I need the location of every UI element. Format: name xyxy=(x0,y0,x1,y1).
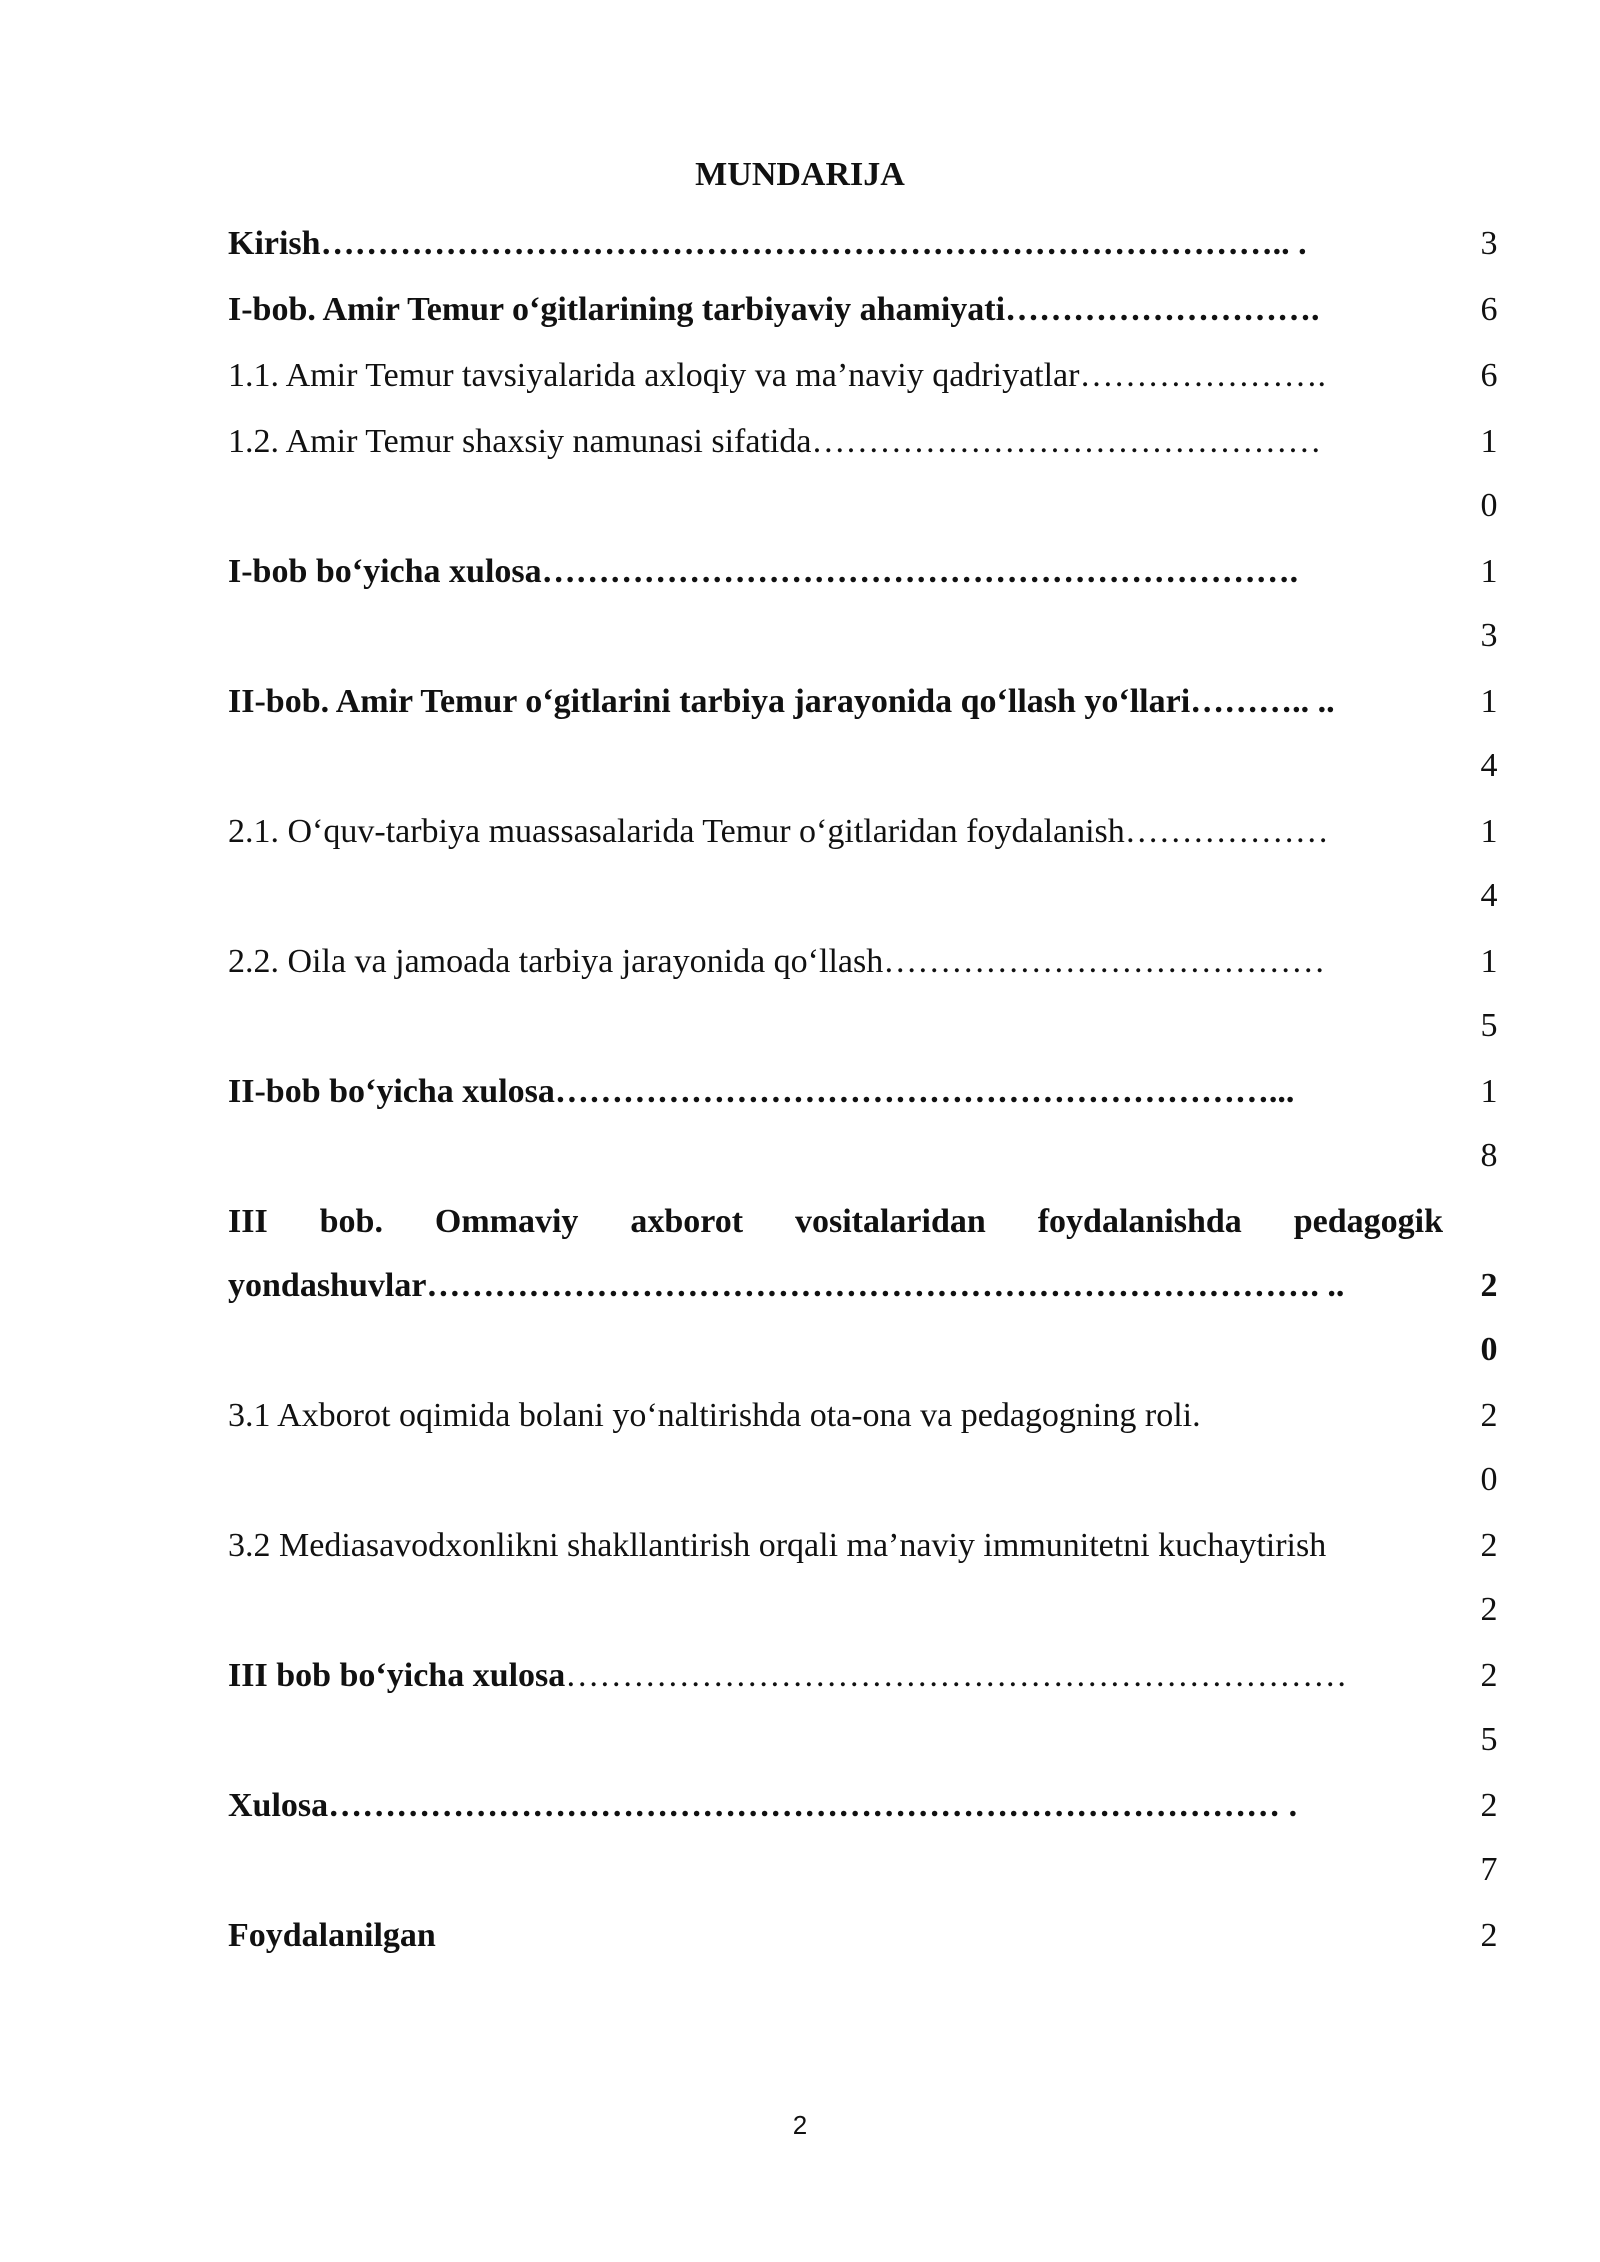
toc-entry-leader: …………………………………………………………. xyxy=(541,553,1299,590)
toc-entry-label: III bob bo‘yicha xulosa xyxy=(228,1657,566,1694)
toc-entry-label: 1.1. Amir Temur tavsiyalarida axloqiy va ma’naviy qadriyatlar xyxy=(228,357,1080,394)
toc-entry-page: 25 xyxy=(1480,1657,1498,1758)
toc-entry-chapter-2-summary[interactable] xyxy=(228,1058,1500,1188)
toc-entry-page: 22 xyxy=(1480,1527,1498,1628)
toc-entry-page: 6 xyxy=(1480,357,1498,394)
toc-entry-page: 20 xyxy=(1480,1397,1498,1498)
toc-entry-section-3-1[interactable] xyxy=(228,1382,1500,1512)
toc-entry-leader: ………………………………… xyxy=(883,943,1326,980)
toc-entry-leader: …………………. xyxy=(1079,357,1326,394)
toc-entry-section-2-2[interactable] xyxy=(228,928,1500,1058)
toc-entry-page: 18 xyxy=(1480,1073,1498,1174)
toc-entry-label: I-bob. Amir Temur o‘gitlarining tarbiyaviy ahamiyati xyxy=(228,291,1006,328)
toc-entry-page: 14 xyxy=(1480,683,1498,784)
toc-entry-leader: ………………………………………………………………………… . xyxy=(328,1787,1298,1824)
toc-entry-chapter-2[interactable] xyxy=(228,668,1500,798)
table-of-contents xyxy=(228,210,1500,1968)
toc-entry-leader: …………………………………………………………… xyxy=(565,1657,1348,1694)
toc-entry-page: 10 xyxy=(1480,423,1498,524)
toc-entry-page: 6 xyxy=(1480,291,1498,328)
toc-entry-chapter-1[interactable] xyxy=(228,276,1500,342)
toc-entry-label: II-bob. Amir Temur o‘gitlarini tarbiya jarayonida qo‘llash yo‘llari xyxy=(228,683,1191,720)
toc-entry-kirish[interactable] xyxy=(228,210,1500,276)
toc-entry-page: 3 xyxy=(1480,225,1498,262)
toc-entry-page: 14 xyxy=(1480,813,1498,914)
toc-entry-label: 3.2 Mediasavodxonlikni shakllantirish orqali ma’naviy immunitetni kuchaytirish xyxy=(228,1527,1327,1564)
toc-entry-leader: ……………………………………………………………………. .. xyxy=(426,1267,1345,1304)
toc-entry-xulosa[interactable] xyxy=(228,1772,1500,1902)
toc-entry-label: III bob. Ommaviy axborot vositalaridan foydalanishda pedagogik yondashuvlar xyxy=(228,1203,1443,1304)
toc-entry-page: 20 xyxy=(1480,1267,1498,1368)
toc-entry-leader: ……………… xyxy=(1124,813,1329,850)
toc-entry-section-2-1[interactable] xyxy=(228,798,1500,928)
toc-entry-references[interactable] xyxy=(228,1902,1500,1968)
toc-entry-label: II-bob bo‘yicha xulosa xyxy=(228,1073,555,1110)
toc-entry-leader: ………………………. xyxy=(1005,291,1320,328)
toc-entry-label: 3.1 Axborot oqimida bolani yo‘naltirishda ota-ona va pedagogning roli. xyxy=(228,1397,1201,1434)
toc-entry-chapter-3-summary[interactable] xyxy=(228,1642,1500,1772)
toc-entry-label: I-bob bo‘yicha xulosa xyxy=(228,553,542,590)
toc-entry-label: 2.1. O‘quv-tarbiya muassasalarida Temur o‘gitlaridan foydalanish xyxy=(228,813,1125,850)
toc-entry-page: 27 xyxy=(1480,1787,1498,1888)
toc-entry-page: 13 xyxy=(1480,553,1498,654)
toc-title: MUNDARIJA xyxy=(695,156,905,193)
toc-entry-chapter-3[interactable] xyxy=(228,1188,1500,1382)
toc-entry-section-3-2[interactable] xyxy=(228,1512,1500,1642)
toc-entry-label: Foydalanilgan xyxy=(228,1917,436,1954)
page-number: 2 xyxy=(792,2110,808,2140)
toc-entry-section-1-1[interactable] xyxy=(228,342,1500,408)
toc-entry-leader: ………………………………………………………... xyxy=(554,1073,1295,1110)
toc-entry-leader: ………………………………………………………………………….. . xyxy=(320,225,1307,262)
toc-entry-label: Xulosa xyxy=(228,1787,329,1824)
toc-entry-section-1-2[interactable] xyxy=(228,408,1500,538)
toc-entry-leader: ……….. .. xyxy=(1190,683,1335,720)
toc-entry-page: 15 xyxy=(1480,943,1498,1044)
toc-entry-label: 1.2. Amir Temur shaxsiy namunasi sifatida xyxy=(228,423,812,460)
toc-entry-label: Kirish xyxy=(228,225,321,262)
toc-entry-label: 2.2. Oila va jamoada tarbiya jarayonida qo‘llash xyxy=(228,943,884,980)
toc-entry-page: 2 xyxy=(1480,1917,1498,1954)
toc-entry-chapter-1-summary[interactable] xyxy=(228,538,1500,668)
toc-entry-leader: ……………………………………… xyxy=(811,423,1322,460)
